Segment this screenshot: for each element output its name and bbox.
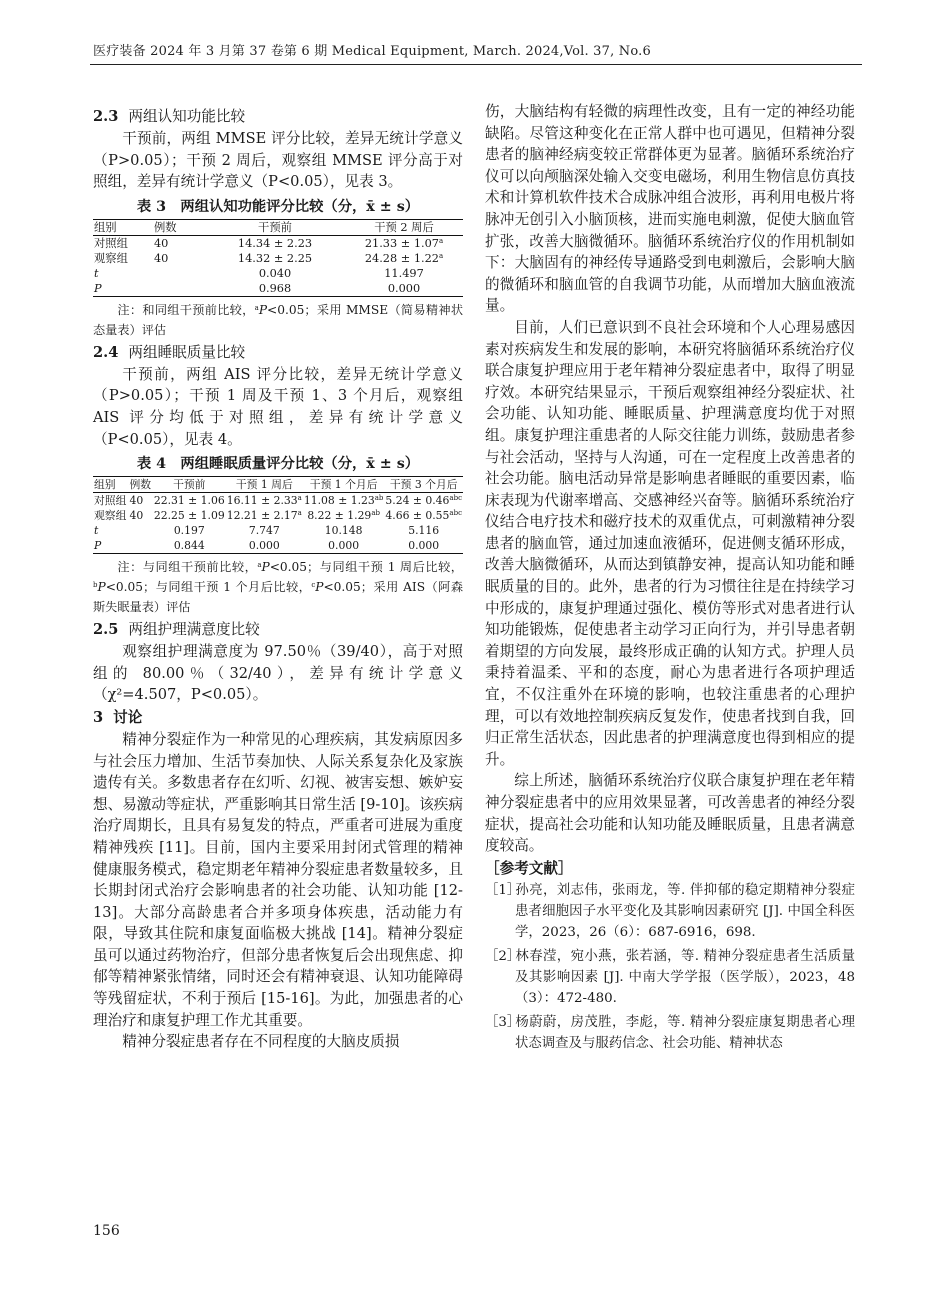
table-row <box>93 493 463 509</box>
cell-value: P <box>94 539 102 553</box>
table-cell <box>153 508 226 523</box>
cell-value: 0.000 <box>387 281 421 295</box>
table-row <box>93 538 463 554</box>
table-cell <box>93 493 128 509</box>
cell-value: 8.22 ± 1.29 <box>307 509 372 523</box>
table-cell <box>384 493 463 509</box>
table-cell <box>153 251 205 266</box>
table-cell <box>345 281 463 297</box>
header-rule <box>90 64 862 65</box>
cell-value: t <box>94 524 99 538</box>
table-header-cell: 组别 <box>94 478 116 492</box>
table-cell <box>153 266 205 281</box>
table-header-row <box>93 219 463 235</box>
section-number: 2.4 <box>93 343 119 361</box>
section-title: 两组护理满意度比较 <box>128 621 260 639</box>
reference-number: ［1］ <box>485 882 521 898</box>
section-3-heading <box>93 706 463 729</box>
discussion-paragraph-2: 精神分裂症患者存在不同程度的大脑皮质损 <box>122 1033 400 1051</box>
reference-text: 杨蔚蔚，房茂胜，李彪，等. 精神分裂症康复期患者心理状态调查及与服药信念、社会功能、精神状态 <box>515 1014 855 1051</box>
table-cell <box>128 508 152 523</box>
table-header-cell: 例数 <box>129 478 152 492</box>
table-cell <box>303 538 385 554</box>
reference-text: 林春滢，宛小燕，张若涵，等. 精神分裂症患者生活质量及其影响因素 [J]. 中南大学学报（医学版），2023，48（3）：472-480. <box>515 948 855 1006</box>
section-number: 2.3 <box>93 108 119 125</box>
cell-value: 4.66 ± 0.55 <box>385 509 450 523</box>
table-cell <box>226 523 303 538</box>
cell-value: 40 <box>129 509 144 523</box>
table-header-cell: 干预 3 个月后 <box>389 478 458 492</box>
page-number: 156 <box>93 1223 120 1239</box>
cell-value: 11.08 ± 1.23 <box>303 494 375 508</box>
table-header-cell: 干预 1 周后 <box>235 478 293 492</box>
table-cell <box>128 493 152 509</box>
table-cell <box>93 235 153 251</box>
significance-mark: abc <box>449 509 462 518</box>
reference-item <box>485 880 855 943</box>
cell-value: 40 <box>154 236 169 250</box>
table-cell <box>205 235 345 251</box>
table-cell <box>153 538 226 554</box>
table-cell <box>205 266 345 281</box>
table-3-caption: 表 3 两组认知功能评分比较（分，x̄ ± s） <box>136 198 420 215</box>
table-4-note: 注：与同组干预前比较，$^a$P<0.05；与同组干预 1 周后比较，$^b$P<0.05；与同组干预 1 个月后比较，$^c$P<0.05；采用 AIS（阿森斯失眠量表）评估 <box>93 560 464 615</box>
table-cell <box>93 538 128 554</box>
cell-value: 0.040 <box>258 266 292 280</box>
section-title: 两组认知功能比较 <box>128 108 246 125</box>
table-cell <box>226 493 303 509</box>
cell-value: 0.000 <box>328 539 360 553</box>
cell-value: 22.25 ± 1.09 <box>153 509 225 523</box>
cell-value: 16.11 ± 2.33 <box>226 494 298 508</box>
reference-number: ［3］ <box>485 1014 521 1030</box>
significance-mark: ab <box>374 494 384 503</box>
cell-value: 22.31 ± 1.06 <box>153 494 225 508</box>
section-title: 两组睡眠质量比较 <box>128 343 246 361</box>
discussion-paragraph-1: 精神分裂症作为一种常见的心理疾病，其发病原因多与社会压力增加、生活节奏加快、人际关系复杂化及家族遗传有关。多数患者存在幻听、幻视、被害妄想、嫉妒妄想、易激动等症状，严重影响其日常生活 [9-10]。该疾病治疗周期长，且具有易复发的特点，严重者可进展为重度精神残疾 [11]。目前，国内主要采用封闭式管理的精神健康服务模式，稳定期老年精神分裂症患者数量较多，且长期封闭式治疗会影响患者的社会功能、认知功能 [12-13]。大部分高龄患者合并多项身体疾患，活动能力有限，导致其住院和康复面临极大挑战 [14]。精神分裂症虽可以通过药物治疗，但部分患者恢复后会出现焦虑、抑郁等精神紧张情绪，同时还会有精神衰退、认知功能障碍等残留症状，不利于预后 [15-16]。为此，加强患者的心理治疗和康复护理工作尤其重要。 <box>93 730 463 1029</box>
right-column <box>485 101 855 1057</box>
cell-value: 14.32 ± 2.25 <box>237 251 313 265</box>
table-cell <box>345 235 463 251</box>
table-cell <box>226 508 303 523</box>
cell-value: 0.844 <box>173 539 205 553</box>
reference-list <box>485 880 855 1054</box>
cell-value: 0.197 <box>173 524 205 538</box>
cell-value: 10.148 <box>324 524 363 538</box>
cell-value: 11.497 <box>384 266 424 280</box>
section-2-4-paragraph: 干预前，两组 AIS 评分比较，差异无统计学意义（P>0.05）；干预 1 周及干预 1、3 个月后，观察组 AIS 评分均低于对照组，差异有统计学意义（P<0.05），见表 4。 <box>93 365 463 448</box>
table-cell <box>153 523 226 538</box>
cell-value: 观察组 <box>94 251 128 265</box>
references-heading: ［参考文献］ <box>485 859 573 877</box>
section-2-5-paragraph: 观察组护理满意度为 97.50％（39/40），高于对照组的 80.00％（32/40），差异有统计学意义（χ²=4.507，P<0.05）。 <box>93 643 463 704</box>
table-cell <box>93 523 128 538</box>
table-cell <box>205 251 345 266</box>
discussion-paragraph-4: 目前，人们已意识到不良社会环境和个人心理易感因素对疾病发生和发展的影响，本研究将脑循环系统治疗仪联合康复护理应用于老年精神分裂症患者中，取得了明显疗效。本研究结果显示，干预后观察组神经分裂症状、社会功能、认知功能、睡眠质量、护理满意度均优于对照组。康复护理注重患者的人际交往能力训练，鼓励患者参与社会活动，坚持与人沟通，可在一定程度上改善患者的社会功能。脑电活动异常是影响患者睡眠的重要因素，临床表现为代谢率增高、交感神经兴奋等。脑循环系统治疗仪结合电疗技术和磁疗技术的双重优点，可刺激精神分裂患者的脑血管，通过加速血液循环，促进侧支循环形成，改善大脑微循环，从而达到镇静安神，提高认知功能和睡眠质量的目的。此外，患者的行为习惯往往是在持续学习中形成的，康复护理通过强化、模仿等形式对患者进行认知功能锻炼，促使患者主动学习正向行为，并引导患者朝着期望的方向发展，最终形成正确的认知方式。护理人员秉持着温柔、平和的态度，耐心为患者进行各项护理适宜，不仅注重外在环境的影响，也较注重患者的心理护理，可以有效地控制疾病反复发作，使患者找到自我，回归正常生活状态，因此患者的护理满意度也得到相应的提升。 <box>485 318 855 768</box>
section-2-4-heading <box>93 341 463 364</box>
reference-item <box>485 1012 855 1054</box>
cell-value: 7.747 <box>248 524 280 538</box>
table-header-cell: 组别 <box>94 220 117 234</box>
table-cell <box>128 523 152 538</box>
cell-value: 0.968 <box>258 281 292 295</box>
significance-mark: a <box>438 236 444 245</box>
conclusion-paragraph: 综上所述，脑循环系统治疗仪联合康复护理在老年精神分裂症患者中的应用效果显著，可改善患者的神经分裂症状，提高社会功能和认知功能及睡眠质量，且患者满意度较高。 <box>485 772 855 855</box>
table-4 <box>93 476 463 554</box>
table-cell <box>384 523 463 538</box>
section-2-3-heading <box>93 105 463 128</box>
significance-mark: a <box>297 494 302 503</box>
table-row <box>93 281 463 297</box>
discussion-paragraph-3: 伤，大脑结构有轻微的病理性改变，且有一定的神经功能缺陷。尽管这种变化在正常人群中也可遇见，但精神分裂患者的脑神经病变较正常群体更为显著。脑循环系统治疗仪可以向颅脑深处输入交变电磁场，利用生物信息仿真技术和计算机软件技术合成脉冲组合波形，再利用电极片将脉冲无创引入小脑顶核，进而实施电刺激，促使大脑血管扩张，改善大脑微循环。脑循环系统治疗仪的作用机制如下：大脑固有的神经传导通路受到电刺激后，会影响大脑的微循环和脑血管的自我调节功能，从而增加大脑血液流量。 <box>485 103 855 315</box>
table-row <box>93 251 463 266</box>
table-cell <box>303 508 385 523</box>
significance-mark: abc <box>449 494 462 503</box>
section-2-3-paragraph: 干预前，两组 MMSE 评分比较，差异无统计学意义（P>0.05）；干预 2 周后，观察组 MMSE 评分高于对照组，差异有统计学意义（P<0.05），见表 3。 <box>93 130 463 191</box>
table-cell <box>153 493 226 509</box>
cell-value: t <box>94 266 99 280</box>
table-cell <box>153 235 205 251</box>
cell-value: 24.28 ± 1.22 <box>364 251 439 265</box>
cell-value: 21.33 ± 1.07 <box>364 236 439 250</box>
cell-value: 12.21 ± 2.17 <box>226 509 298 523</box>
cell-value: 0.000 <box>408 539 440 553</box>
table-cell <box>93 251 153 266</box>
cell-value: 40 <box>154 251 169 265</box>
cell-value: 40 <box>129 494 144 508</box>
section-number: 2.5 <box>93 621 119 639</box>
table-cell <box>205 281 345 297</box>
table-cell <box>345 251 463 266</box>
significance-mark: a <box>297 509 302 518</box>
table-header-cell: 干预 1 个月后 <box>309 478 378 492</box>
table-row <box>93 266 463 281</box>
journal-header: 医疗装备 2024 年 3 月第 37 卷第 6 期 Medical Equipment, March. 2024,Vol. 37, No.6 <box>93 44 651 59</box>
table-cell <box>153 281 205 297</box>
table-row <box>93 523 463 538</box>
section-number: 3 <box>93 708 104 726</box>
section-2-5-heading <box>93 618 463 641</box>
table-4-caption: 表 4 两组睡眠质量评分比较（分，x̄ ± s） <box>136 456 420 473</box>
cell-value: P <box>94 281 102 295</box>
section-title: 讨论 <box>113 708 143 726</box>
table-3 <box>93 219 463 297</box>
reference-number: ［2］ <box>485 948 521 964</box>
cell-value: 观察组 <box>94 509 127 523</box>
table-cell <box>384 538 463 554</box>
table-header-cell: 干预 2 周后 <box>374 220 434 234</box>
cell-value: 5.24 ± 0.46 <box>385 494 450 508</box>
cell-value: 14.34 ± 2.23 <box>237 236 313 250</box>
cell-value: 0.000 <box>248 539 280 553</box>
table-header-cell: 干预前 <box>173 478 206 492</box>
significance-mark: ab <box>371 509 380 518</box>
table-header-row <box>93 477 463 493</box>
table-row <box>93 235 463 251</box>
table-cell <box>226 538 303 554</box>
cell-value: 对照组 <box>94 236 128 250</box>
cell-value: 5.116 <box>408 524 440 538</box>
table-cell <box>93 281 153 297</box>
reference-item <box>485 946 855 1009</box>
table-cell <box>128 538 152 554</box>
table-header-cell: 干预前 <box>258 220 292 234</box>
significance-mark: a <box>438 251 444 260</box>
table-3-note: 注：和同组干预前比较，$^a$P<0.05；采用 MMSE（简易精神状态量表）评估 <box>93 302 464 337</box>
left-column <box>93 105 463 1053</box>
table-cell <box>93 508 128 523</box>
table-row <box>93 508 463 523</box>
table-cell <box>93 266 153 281</box>
table-cell <box>303 523 385 538</box>
table-cell <box>384 508 463 523</box>
table-cell <box>345 266 463 281</box>
table-header-cell: 例数 <box>154 220 177 234</box>
table-cell <box>303 493 385 509</box>
cell-value: 对照组 <box>94 494 127 508</box>
reference-text: 孙亮，刘志伟，张雨龙，等. 伴抑郁的稳定期精神分裂症患者细胞因子水平变化及其影响因素研究 [J]. 中国全科医学，2023，26（6）：687-6916，698. <box>515 882 855 940</box>
